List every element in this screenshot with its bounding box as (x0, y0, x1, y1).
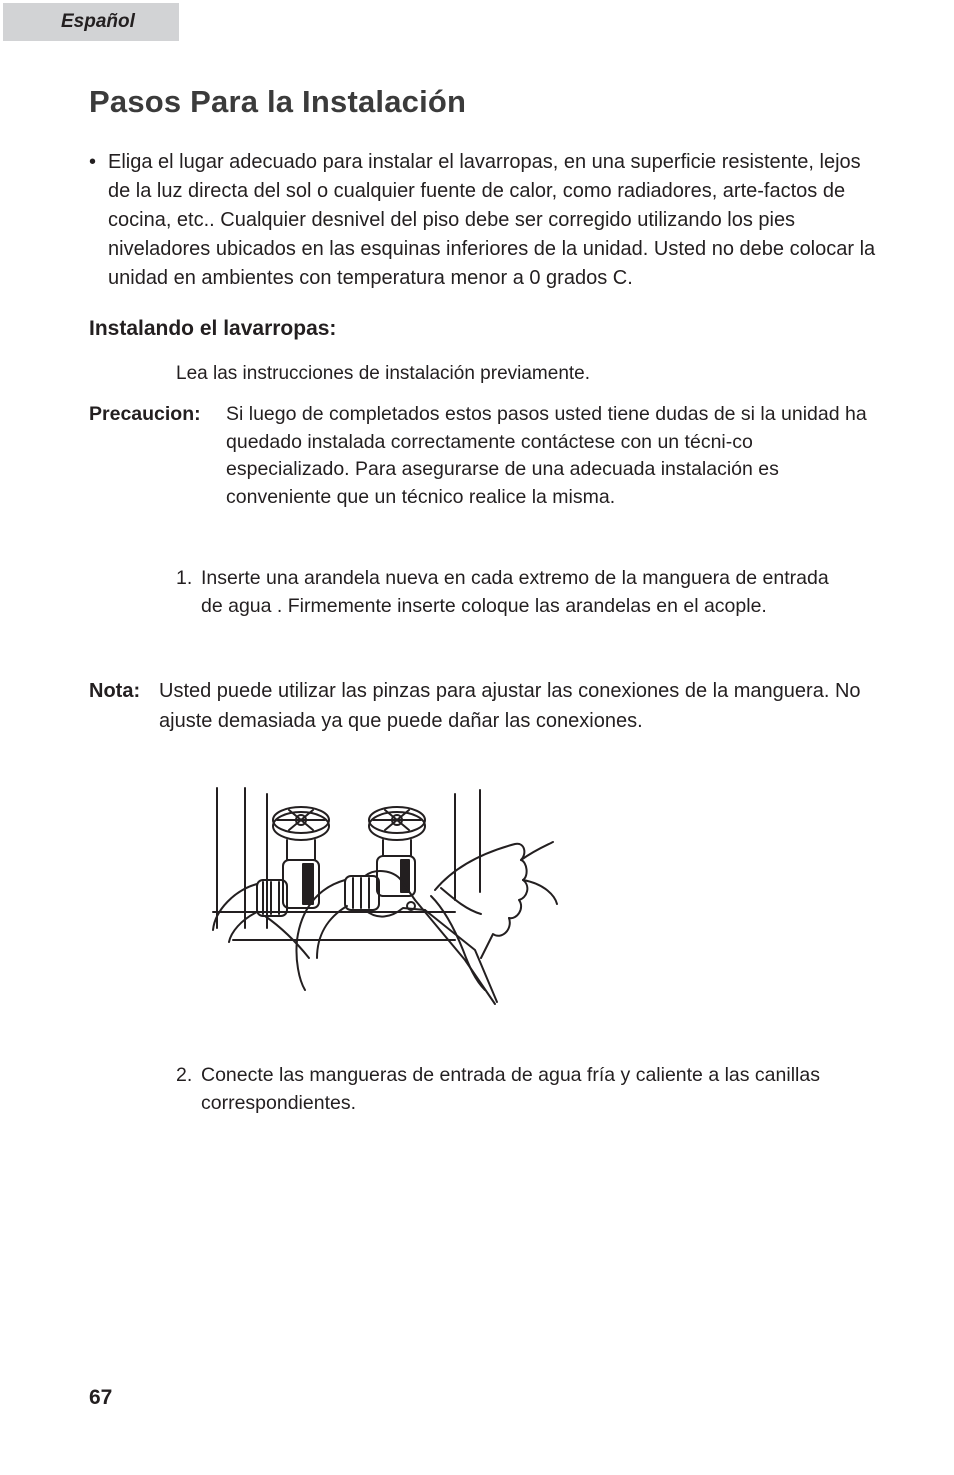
step-2-number: 2. (176, 1064, 193, 1086)
step-2-text: Conecte las mangueras de entrada de agua fría y caliente a las canillas correspondientes. (201, 1064, 820, 1114)
section-heading: Instalando el lavarropas: (89, 317, 337, 340)
step-1 (176, 565, 836, 620)
hose-connection-illustration (205, 780, 565, 1020)
step-2 (176, 1062, 836, 1117)
section-intro: Lea las instrucciones de instalación previamente. (176, 363, 591, 384)
caution-label: Precaucion: (89, 403, 201, 425)
caution-block (89, 401, 879, 511)
page-title: Pasos Para la Instalación (89, 84, 467, 119)
bullet-marker: • (89, 151, 97, 173)
note-block (89, 677, 889, 736)
step-1-number: 1. (176, 567, 193, 589)
step-1-text: Inserte una arandela nueva en cada extremo de la manguera de entrada de agua . Firmemente inserte coloque las arandelas en el acople. (201, 567, 829, 617)
page-number: 67 (89, 1386, 113, 1409)
caution-text: Si luego de completados estos pasos usted tiene dudas de si la unidad ha quedado instalada correctamente contáctese con un técni-co especializado. Para asegurarse de una adecuada instalación es conveniente que un técnico realice la misma. (226, 403, 867, 508)
bullet-text: Eliga el lugar adecuado para instalar el lavarropas, en una superficie resistente, lejos de la luz directa del sol o cualquier fuente de calor, como radiadores, arte-factos de cocina, etc.. Cualquier desnivel del piso debe ser corregido utilizando los pies niveladores ubicados en las esquinas inferiores de la unidad. Usted no debe colocar la unidad en ambientes con temperatura menor a 0 grados C. (108, 151, 876, 289)
language-tab-label: Español (61, 11, 135, 32)
note-text: Usted puede utilizar las pinzas para ajustar las conexiones de la manguera. No ajuste demasiada ya que puede dañar las conexiones. (159, 680, 861, 732)
language-tab (3, 3, 179, 41)
bullet-paragraph (89, 148, 879, 293)
note-label: Nota: (89, 680, 141, 702)
